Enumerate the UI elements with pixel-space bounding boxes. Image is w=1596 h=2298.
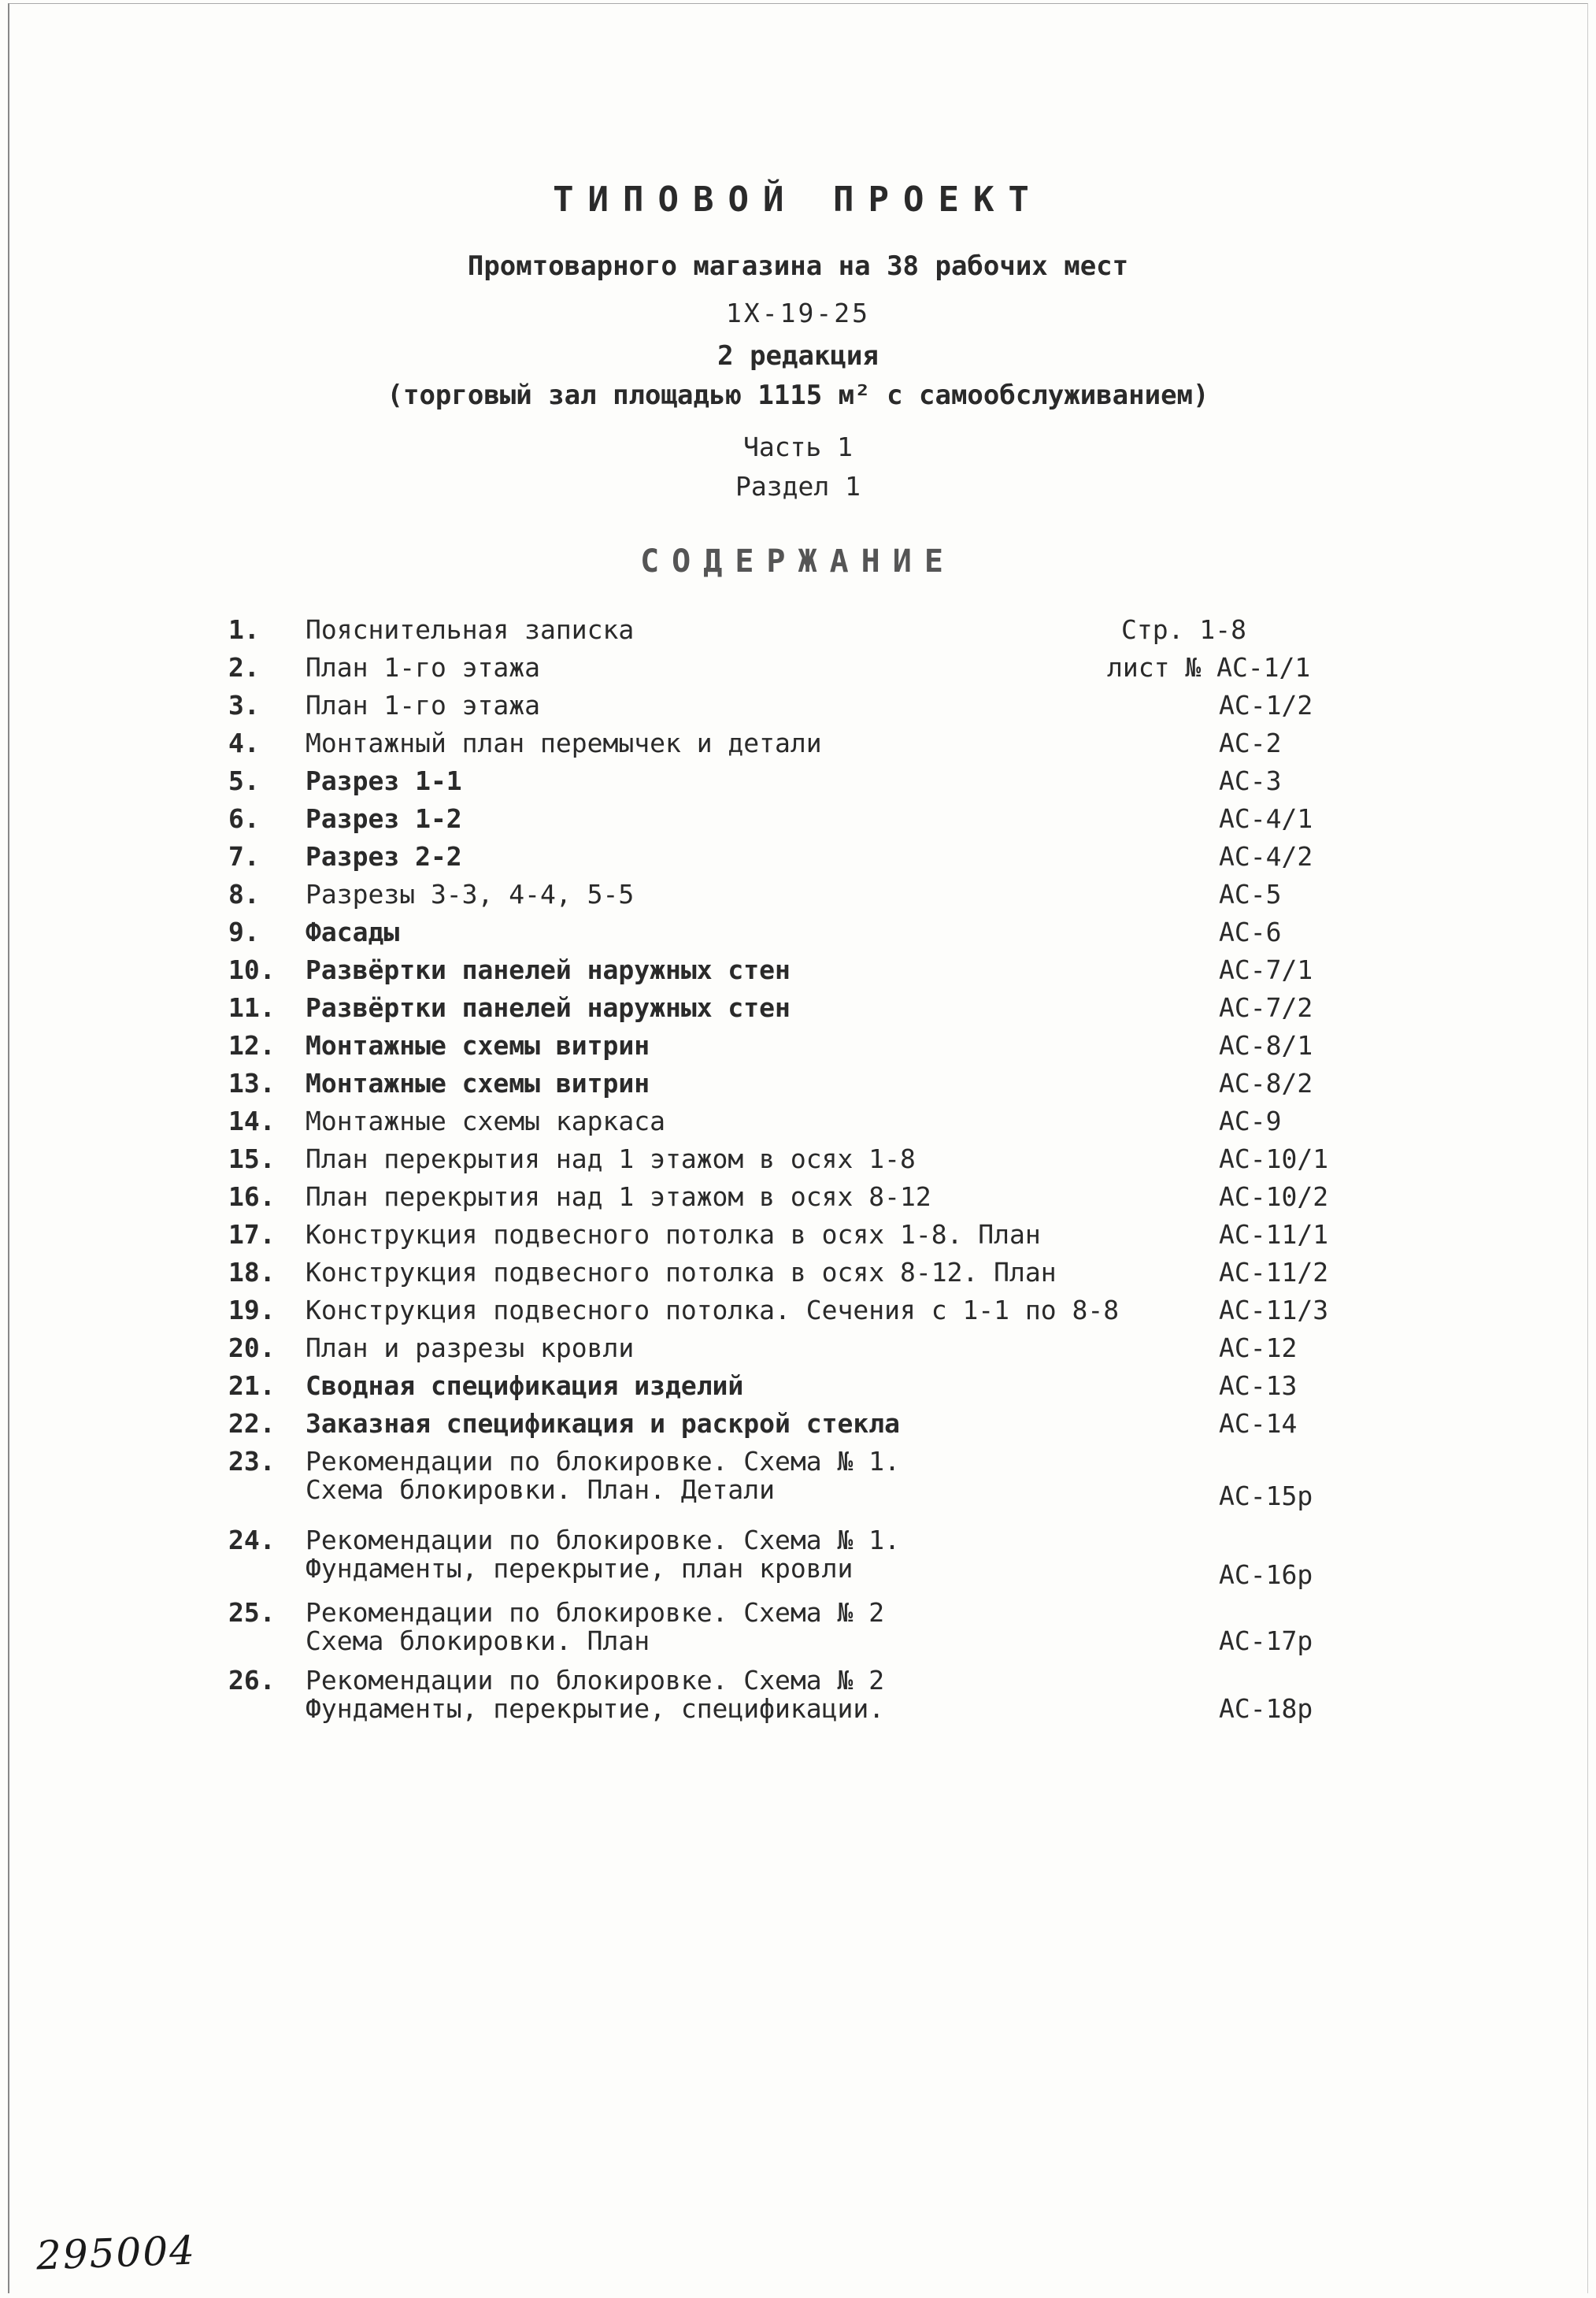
toc-ref: АС-4/1 [1219,803,1313,834]
toc-ref: АС-10/1 [1219,1143,1329,1174]
toc-ref: Стр. 1-8 [1121,614,1246,645]
toc-text: Монтажные схемы витрин [305,1030,650,1061]
toc-ref: АС-11/1 [1219,1219,1329,1250]
toc-number: 3. [228,690,260,721]
toc-number: 26. [228,1665,276,1696]
inventory-number: 295004 [35,2227,197,2279]
toc-ref: АС-17р [1219,1625,1313,1656]
contents-heading: СОДЕРЖАНИЕ [640,543,956,580]
toc-text: Рекомендации по блокировке. Схема № 1. [305,1446,900,1477]
toc-text: Фундаменты, перекрытие, спецификации. [305,1693,885,1724]
toc-ref: АС-14 [1219,1408,1298,1439]
part-label: Часть 1 [742,432,854,462]
toc-item [0,1666,1596,1723]
toc-ref: АС-18р [1219,1693,1313,1724]
toc-number: 18. [228,1257,276,1288]
toc-ref: АС-8/2 [1219,1068,1313,1099]
toc-text: Разрезы 3-3, 4-4, 5-5 [305,879,635,910]
toc-text: Фундаменты, перекрытие, план кровли [305,1553,854,1584]
toc-text: Развёртки панелей наружных стен [305,992,791,1023]
toc-number: 6. [228,803,260,834]
toc-text: Схема блокировки. План [305,1625,650,1656]
toc-number: 7. [228,841,260,872]
toc-ref: АС-15р [1219,1481,1313,1511]
toc-text: Рекомендации по блокировке. Схема № 1. [305,1525,900,1555]
toc-ref: АС-7/1 [1219,954,1313,985]
toc-text: Разрез 2-2 [305,841,462,872]
toc-text: Фасады [305,917,400,947]
document-title: ТИПОВОЙ ПРОЕКТ [553,180,1043,220]
toc-ref: АС-8/1 [1219,1030,1313,1061]
toc-number: 11. [228,992,276,1023]
toc-number: 23. [228,1446,276,1477]
toc-number: 8. [228,879,260,910]
toc-text: Конструкция подвесного потолка. Сечения с 1-1 по 8-8 [305,1295,1120,1325]
section-label: Раздел 1 [735,471,861,502]
toc-text: План и разрезы кровли [305,1332,635,1363]
toc-ref: АС-3 [1219,765,1282,796]
toc-ref: АС-11/3 [1219,1295,1329,1325]
toc-text: Конструкция подвесного потолка в осях 8-12. План [305,1257,1057,1288]
toc-text: Конструкция подвесного потолка в осях 1-8. План [305,1219,1041,1250]
toc-ref: АС-7/2 [1219,992,1313,1023]
toc-number: 25. [228,1597,276,1628]
toc-number: 9. [228,917,260,947]
toc-number: 14. [228,1106,276,1136]
toc-ref: лист № АС-1/1 [1107,652,1311,683]
toc-ref: АС-9 [1219,1106,1282,1136]
toc-text: Разрез 1-2 [305,803,462,834]
toc-number: 15. [228,1143,276,1174]
toc-number: 10. [228,954,276,985]
toc-text: План 1-го этажа [305,652,541,683]
toc-number: 20. [228,1332,276,1363]
toc-number: 1. [228,614,260,645]
toc-number: 17. [228,1219,276,1250]
toc-text: Пояснительная записка [305,614,635,645]
toc-text: Разрез 1-1 [305,765,462,796]
toc-ref: АС-4/2 [1219,841,1313,872]
toc-number: 21. [228,1370,276,1401]
toc-text: Заказная спецификация и раскрой стекла [305,1408,900,1439]
toc-text: Монтажные схемы витрин [305,1068,650,1099]
toc-item [0,1446,1596,1511]
redaction: 2 редакция [717,340,879,372]
toc-text: План перекрытия над 1 этажом в осях 1-8 [305,1143,916,1174]
toc-number: 24. [228,1525,276,1555]
toc-ref: АС-11/2 [1219,1257,1329,1288]
toc-item [0,1525,1596,1590]
toc-text: Монтажные схемы каркаса [305,1106,665,1136]
toc-ref: АС-2 [1219,728,1282,758]
toc-text: Рекомендации по блокировке. Схема № 2 [305,1665,885,1696]
toc-number: 5. [228,765,260,796]
toc-text: Сводная спецификация изделий [305,1370,744,1401]
toc-text: Рекомендации по блокировке. Схема № 2 [305,1597,885,1628]
project-code: 1Х-19-25 [726,298,870,328]
toc-ref: АС-16р [1219,1559,1313,1590]
toc-number: 4. [228,728,260,758]
toc-ref: АС-1/2 [1219,690,1313,721]
document-subtitle: Промтоварного магазина на 38 рабочих мест [467,250,1129,282]
toc-text: План перекрытия над 1 этажом в осях 8-12 [305,1181,931,1212]
toc-text: Схема блокировки. План. Детали [305,1474,776,1505]
toc-ref: АС-10/2 [1219,1181,1329,1212]
toc-number: 13. [228,1068,276,1099]
toc-number: 12. [228,1030,276,1061]
toc-text: Развёртки панелей наружных стен [305,954,791,985]
toc-number: 22. [228,1408,276,1439]
toc-number: 16. [228,1181,276,1212]
toc-text: Монтажный план перемычек и детали [305,728,822,758]
toc-ref: АС-6 [1219,917,1282,947]
toc-number: 19. [228,1295,276,1325]
toc-ref: АС-5 [1219,879,1282,910]
toc-ref: АС-13 [1219,1370,1298,1401]
hall-description: (торговый зал площадью 1115 м² с самообслуживанием) [387,380,1209,411]
toc-text: План 1-го этажа [305,690,541,721]
toc-number: 2. [228,652,260,683]
toc-item [0,1599,1596,1655]
toc-ref: АС-12 [1219,1332,1298,1363]
